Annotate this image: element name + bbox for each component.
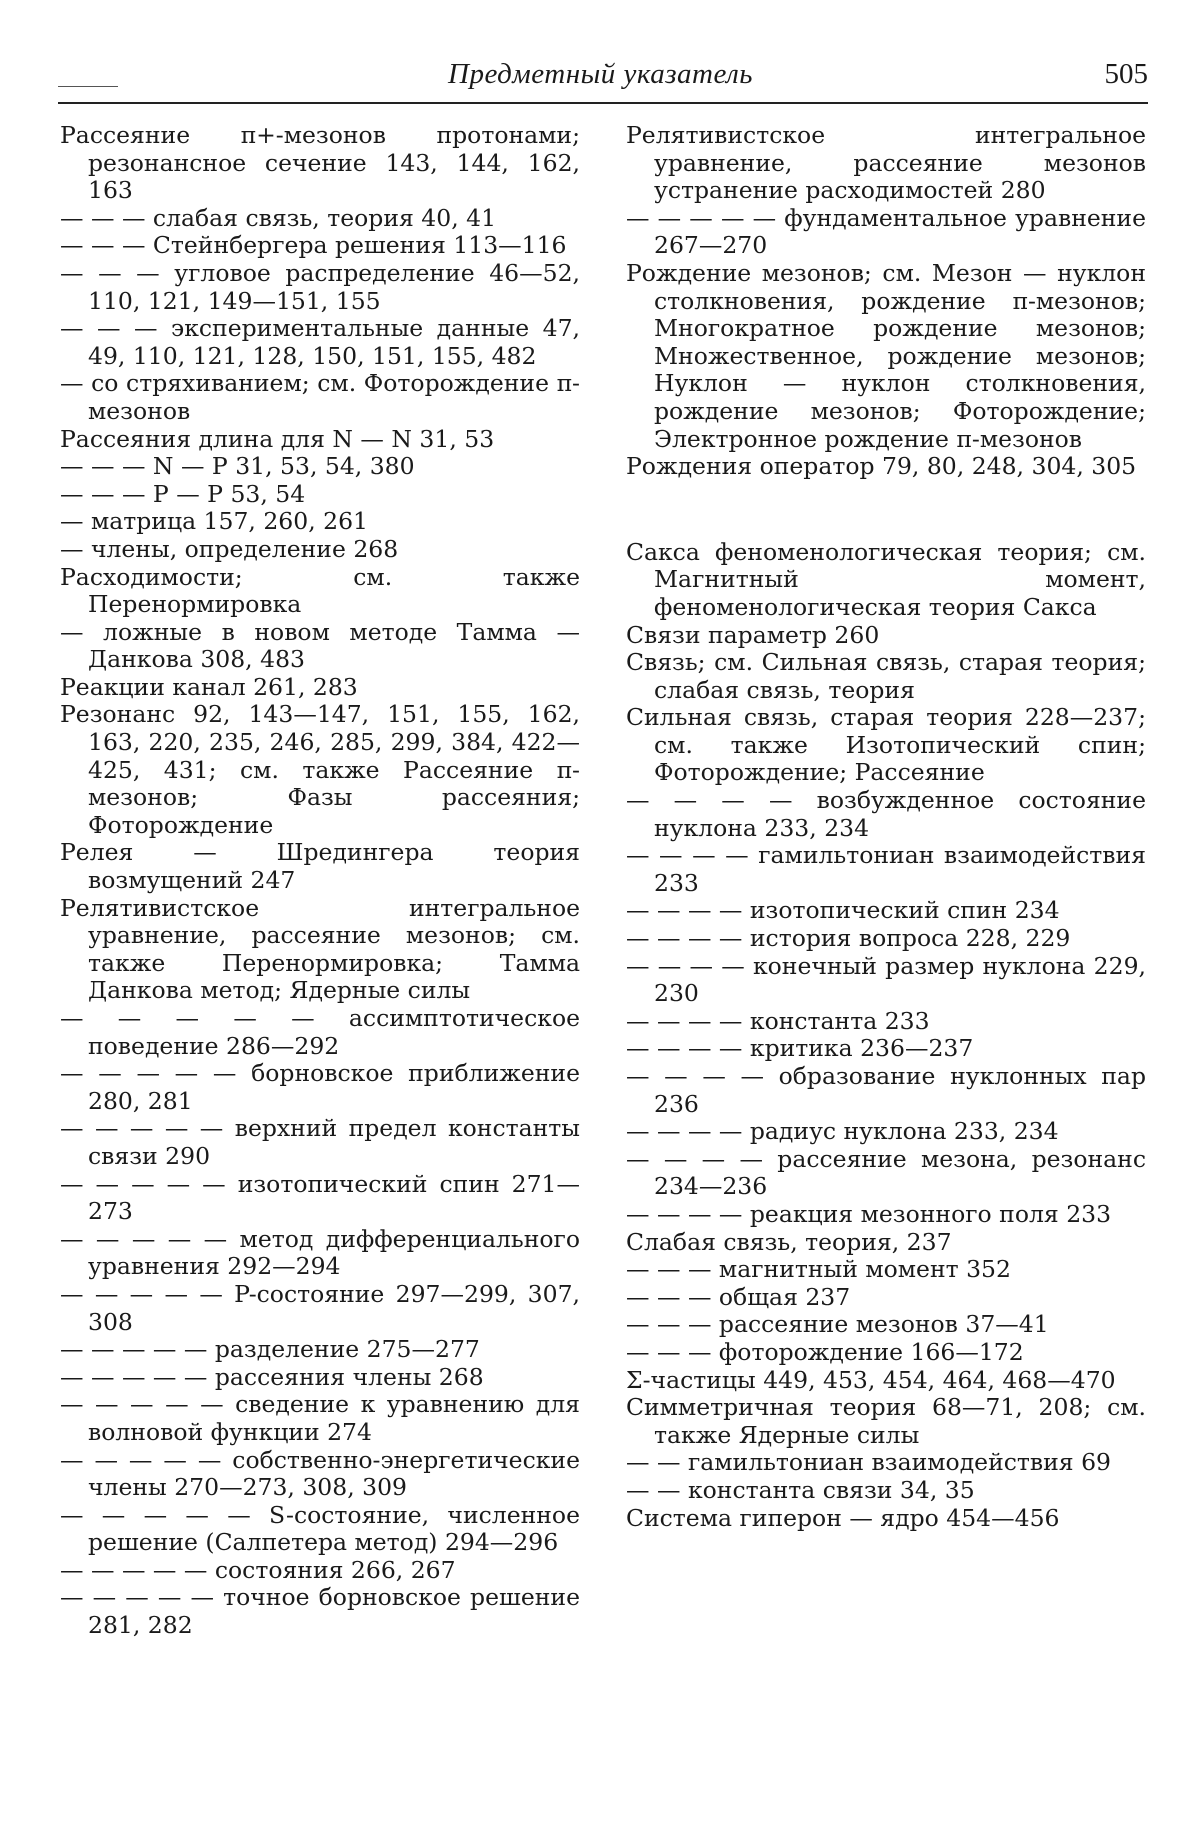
index-entry: — — — — — собственно-энергетические члены 270—273, 308, 309 (60, 1445, 580, 1502)
index-entry: — — — — — сведение к уравнению для волновой функции 274 (60, 1390, 580, 1446)
index-entry: — — — угловое распределение 46—52, 110, 121, 149—151, 155 (60, 258, 580, 315)
index-entry: — — — — — рассеяния члены 268 (60, 1362, 484, 1391)
index-entry: — — — — — верхний предел константы связи 290 (60, 1114, 580, 1170)
index-entry: Сакса феноменологическая теория; см. Магнитный момент, феноменологическая теория Сакса (626, 537, 1146, 621)
index-entry: Связь; см. Сильная связь, старая теория; слабая связь, теория (626, 648, 1146, 704)
index-entry: — матрица 157, 260, 261 (60, 507, 369, 536)
index-entry: — члены, определение 268 (60, 534, 399, 563)
index-entry: Реакции канал 261, 283 (60, 672, 358, 701)
page-number: 505 (1104, 58, 1148, 90)
index-entry: — — — магнитный момент 352 (626, 1255, 1011, 1284)
index-entry: — — — — история вопроса 228, 229 (626, 924, 1071, 953)
index-entry: — ложные в новом методе Тамма — Данкова 308, 483 (60, 617, 580, 674)
index-entry: — — — — — P-состояние 297—299, 307, 308 (60, 1279, 580, 1336)
index-entry: — — — — изотопический спин 234 (626, 896, 1060, 925)
index-entry: — — — — — точное борновское решение 281, 282 (60, 1583, 580, 1640)
index-entry: Сильная связь, старая теория 228—237; см. также Изотопический спин; Фоторождение; Рассеяние (626, 703, 1146, 787)
index-entry: Рассеяния длина для N — N 31, 53 (60, 424, 495, 453)
index-entry: — — — — константа 233 (626, 1006, 930, 1035)
index-entry: — — — — конечный размер нуклона 229, 230 (626, 951, 1146, 1008)
right-column-top (626, 122, 1146, 481)
index-entry: — со стряхиванием; см. Фоторождение π-мезонов (60, 369, 580, 425)
index-entry: Рождения оператор 79, 80, 248, 304, 305 (626, 452, 1137, 481)
index-entry: — — гамильтониан взаимодействия 69 (626, 1448, 1111, 1477)
index-entry: Рождение мезонов; см. Мезон — нуклон столкновения, рождение π-мезонов; Многократное рождение мезонов; Множественное, рождение мезонов; Нуклон — нуклон столкновения, рождение мезонов; Фоторождение; Электронное рождение π-мезонов (626, 258, 1146, 453)
running-title: Предметный указатель (448, 58, 753, 90)
index-entry: Резонанс 92, 143—147, 151, 155, 162, 163, 220, 235, 246, 285, 299, 384, 422—425, 431; см. также Рассеяние π-мезонов; Фазы рассеяния; Фоторождение (60, 700, 580, 839)
index-entry: — — — — возбужденное состояние нуклона 233, 234 (626, 786, 1146, 842)
index-entry: — — — Стейнбергера решения 113—116 (60, 231, 567, 260)
index-entry: — — — — — ассимптотическое поведение 286—292 (60, 1004, 580, 1060)
index-entry: Релятивистское интегральное уравнение, рассеяние мезонов; см. также Перенормировка; Тамма Данкова метод; Ядерные силы (60, 893, 580, 1005)
index-entry: Система гиперон — ядро 454—456 (626, 1503, 1060, 1532)
index-entry: — — — — — метод дифференциального уравнения 292—294 (60, 1224, 580, 1281)
index-entry: — — константа связи 34, 35 (626, 1475, 975, 1504)
index-entry: — — — общая 237 (626, 1282, 851, 1311)
index-entry: — — — — — разделение 275—277 (60, 1335, 480, 1364)
index-entry: Σ-частицы 449, 453, 454, 464, 468—470 (626, 1365, 1116, 1394)
index-entry: — — — — критика 236—237 (626, 1034, 974, 1063)
left-column (60, 122, 580, 1640)
index-entry: — — — — рассеяние мезона, резонанс 234—236 (626, 1144, 1146, 1201)
index-entry: — — — — — состояния 266, 267 (60, 1555, 456, 1584)
index-entry: Связи параметр 260 (626, 620, 880, 649)
index-entry: — — — — реакция мезонного поля 233 (626, 1199, 1112, 1228)
index-entry: — — — экспериментальные данные 47, 49, 110, 121, 128, 150, 151, 155, 482 (60, 314, 580, 370)
index-entry: — — — слабая связь, теория 40, 41 (60, 203, 497, 232)
index-entry: Рассеяние π+-мезонов протонами; резонансное сечение 143, 144, 162, 163 (60, 121, 580, 205)
index-entry: — — — рассеяние мезонов 37—41 (626, 1310, 1049, 1339)
index-entry: — — — — — изотопический спин 271—273 (60, 1169, 580, 1226)
index-entry: — — — — — S-состояние, численное решение (Салпетера метод) 294—296 (60, 1500, 580, 1557)
index-entry: — — — — гамильтониан взаимодействия 233 (626, 841, 1146, 897)
right-column (626, 122, 1146, 1532)
index-entry: — — — фоторождение 166—172 (626, 1337, 1024, 1366)
index-entry: Расходимости; см. также Перенормировка (60, 562, 580, 619)
index-entry: — — — — радиус нуклона 233, 234 (626, 1117, 1059, 1146)
index-entry: — — — — — фундаментальное уравнение 267—270 (626, 203, 1146, 260)
index-entry: Релятивистское интегральное уравнение, рассеяние мезонов устранение расходимостей 280 (626, 121, 1146, 205)
index-entry: — — — — образование нуклонных пар 236 (626, 1062, 1146, 1118)
right-column-bottom (626, 539, 1146, 1532)
column-gap (626, 481, 1146, 539)
index-entry: Симметричная теория 68—71, 208; см. также Ядерные силы (626, 1393, 1146, 1449)
index-entry: — — — N — P 31, 53, 54, 380 (60, 452, 415, 481)
index-entry: Слабая связь, теория, 237 (626, 1227, 952, 1256)
index-entry: — — — — — борновское приближение 280, 281 (60, 1059, 580, 1115)
index-entry: Релея — Шредингера теория возмущений 247 (60, 838, 580, 895)
index-entry: — — — P — P 53, 54 (60, 479, 306, 508)
page-header (58, 58, 1148, 104)
